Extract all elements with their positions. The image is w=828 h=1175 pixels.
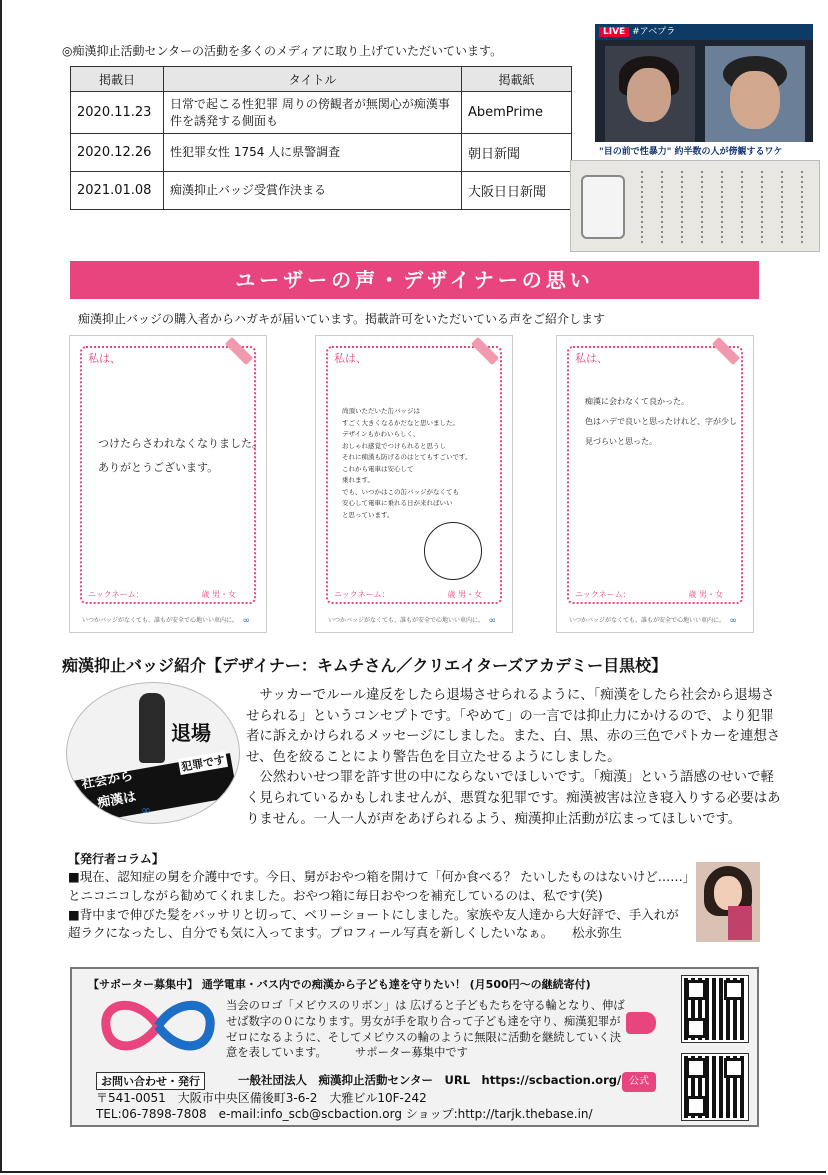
badge-image — [581, 175, 625, 239]
row-title: 日常で起こる性犯罪 周りの傍観者が無関心が痴漢事件を誘発する側面も — [164, 92, 462, 134]
badge-drawing — [424, 522, 482, 580]
header-date: 掲載日 — [71, 67, 164, 92]
row-title: 痴漢抑止バッジ受賞作決まる — [164, 172, 462, 210]
row-paper: 朝日新聞 — [462, 134, 572, 172]
card-message: つけたらさわれなくなりました。 ありがとうございます。 — [98, 437, 263, 474]
card-footer: いつかバッジがなくても、誰もが安全で心地いい車内に。 — [569, 617, 726, 624]
table-header-row — [71, 67, 572, 92]
card-nickname: ニックネーム： — [88, 590, 144, 599]
logo-icon: ∞ — [729, 616, 737, 626]
supporter-title: 【サポーター募集中】 通学電車・バス内での痴漢から子ども達を守りたい！ (月500円～の継続寄付) — [88, 978, 591, 991]
qr-code-icon[interactable] — [682, 976, 748, 1042]
card-message: 痴漢に会わなくて良かった。 色はハデで良いと思ったけれど、字が少し 見づらいと思った。 — [585, 397, 737, 446]
designer-title: 痴漢抑止バッジ紹介【デザイナー：キムチさん／クリエイターズアカデミー目黒校】 — [62, 656, 668, 675]
media-intro: ◎痴漢抑止活動センターの活動を多くのメディアに取り上げていただいています。 — [62, 44, 503, 58]
header-paper: 掲載紙 — [462, 67, 572, 92]
row-title: 性犯罪女性 1754 人に県警調査 — [164, 134, 462, 172]
card-age: 歳 男・女 — [201, 590, 236, 599]
qr-code-icon[interactable] — [682, 1054, 748, 1120]
paragraph: ■背中まで伸びた髪をバッサリと切って、ベリーショートにしました。家族や友人達から大好評で、手入れが超ラクになったし、自分でも気に入ってます。プロフィール写真を新しくしたいなぁ。 松永弥生 — [68, 906, 679, 941]
card-age: 歳 男・女 — [688, 590, 723, 599]
pin-text: 犯罪です — [178, 751, 228, 775]
live-badge: LIVE — [599, 27, 629, 37]
card-message: 尚頂いただいた缶バッジは すごく大きくなるかだなと思いました。 デザインもかわいらしく、 おしゃれ感覚でつけられると思うし それに痴漢も防げるのはとてもすごいです。 これから電車は安心して 乗れます。 でも、いつかはこの缶バッジがなくても 安心して電車に乗れる日が来ればいい と思っています。 — [342, 407, 472, 519]
tv-program: #アベプラ — [632, 27, 676, 37]
card-header: 私は、 — [88, 352, 121, 365]
author-photo — [696, 862, 760, 942]
table-row — [71, 172, 572, 210]
logo-icon: ∞ — [242, 616, 250, 626]
newspaper-clipping — [570, 160, 820, 252]
table-row — [71, 92, 572, 134]
badge-image — [66, 682, 240, 824]
section-banner: ユーザーの声・デザイナーの思い — [70, 261, 759, 299]
logo-icon: ∞ — [488, 616, 496, 626]
designer-description — [246, 686, 786, 830]
figure-illustration — [139, 693, 165, 763]
organization-name: 一般社団法人 痴漢抑止活動センター URL https://scbaction.org/ — [238, 1073, 622, 1087]
person-photo — [705, 46, 805, 146]
column-body — [68, 868, 690, 943]
table-row — [71, 134, 572, 172]
header-title: タイトル — [164, 67, 462, 92]
paragraph: サッカーでルール違反をしたら退場させられるように、「痴漢をしたら社会から退場させられる」というコンセプトです。「やめて」の一言では抑止力にかけるので、より犯罪者に訴えかけられるメッセージにしました。また、白、黒、赤の三色でパトカーを連想させ、色を絞ることにより警告色を目立たせるようにしました。 — [246, 688, 781, 765]
supporter-text: 当会のロゴ「メビウスのリボン」は 広げると子どもたちを守る輪となり、伸ばせば数字の０になります。男女が手を取り合って子ども達を守り、痴漢犯罪がゼロになるように、そしてメビウスの輪のように無限に活動を継続していく決意を表しています。 サポーター募集中です — [226, 999, 625, 1060]
postcard — [316, 336, 512, 632]
logo-icon: ∞ — [141, 803, 151, 817]
card-nickname: ニックネーム： — [334, 590, 390, 599]
column-title: 【発行者コラム】 — [68, 852, 164, 866]
official-label: 公式 — [622, 1072, 656, 1092]
card-age: 歳 男・女 — [447, 590, 482, 599]
row-date: 2020.11.23 — [71, 92, 164, 134]
tv-caption: "目の前で性暴力" 約半数の人が傍観するワケ — [595, 142, 813, 162]
pin-text: 痴漢は — [96, 789, 138, 812]
row-paper: AbemPrime — [462, 92, 572, 134]
tv-screenshot — [595, 24, 813, 162]
row-date: 2021.01.08 — [71, 172, 164, 210]
contact-label: お問い合わせ・発行 — [96, 1072, 205, 1090]
pin-text: 社会から — [80, 768, 135, 793]
card-header: 私は、 — [334, 352, 367, 365]
person-photo — [605, 46, 695, 146]
address: 〒541-0051 大阪市中央区備後町3-6-2 大雅ビル10F-242 — [96, 1091, 427, 1105]
card-nickname: ニックネーム： — [575, 590, 631, 599]
row-paper: 大阪日日新聞 — [462, 172, 572, 210]
mobius-logo — [98, 996, 218, 1056]
postcard — [557, 336, 753, 632]
pointing-hand-icon — [626, 1012, 656, 1034]
card-footer: いつかバッジがなくても、誰もが安全で心地いい車内に。 — [82, 617, 239, 624]
media-table — [70, 66, 572, 210]
card-header: 私は、 — [575, 352, 608, 365]
paragraph: ■現在、認知症の舅を介護中です。今日、舅がおやつ箱を開けて「何か食べる？ たいしたものはないけど……」とニコニコしながら勧めてくれました。おやつ箱に毎日おやつを補充しているのは、私です(笑) — [68, 869, 690, 903]
postcard — [70, 336, 266, 632]
paragraph: 公然わいせつ罪を許す世の中にならないでほしいです。「痴漢」という語感のせいで軽く見られているかもしれませんが、悪質な犯罪です。痴漢被害は泣き寝入りする必要はありません。一人一人が声をあげられるよう、痴漢抑止活動が広まってほしいです。 — [246, 770, 781, 827]
card-footer: いつかバッジがなくても、誰もが安全で心地いい車内に。 — [328, 617, 485, 624]
row-date: 2020.12.26 — [71, 134, 164, 172]
section-subtitle: 痴漢抑止バッジの購入者からハガキが届いています。掲載許可をいただいている声をご紹介します — [78, 312, 606, 326]
pin-text: 退場 — [171, 721, 211, 745]
contact-info: TEL:06-7898-7808 e-mail:info_scb@scbaction.org ショップ:http://tarjk.thebase.in/ — [96, 1107, 593, 1121]
